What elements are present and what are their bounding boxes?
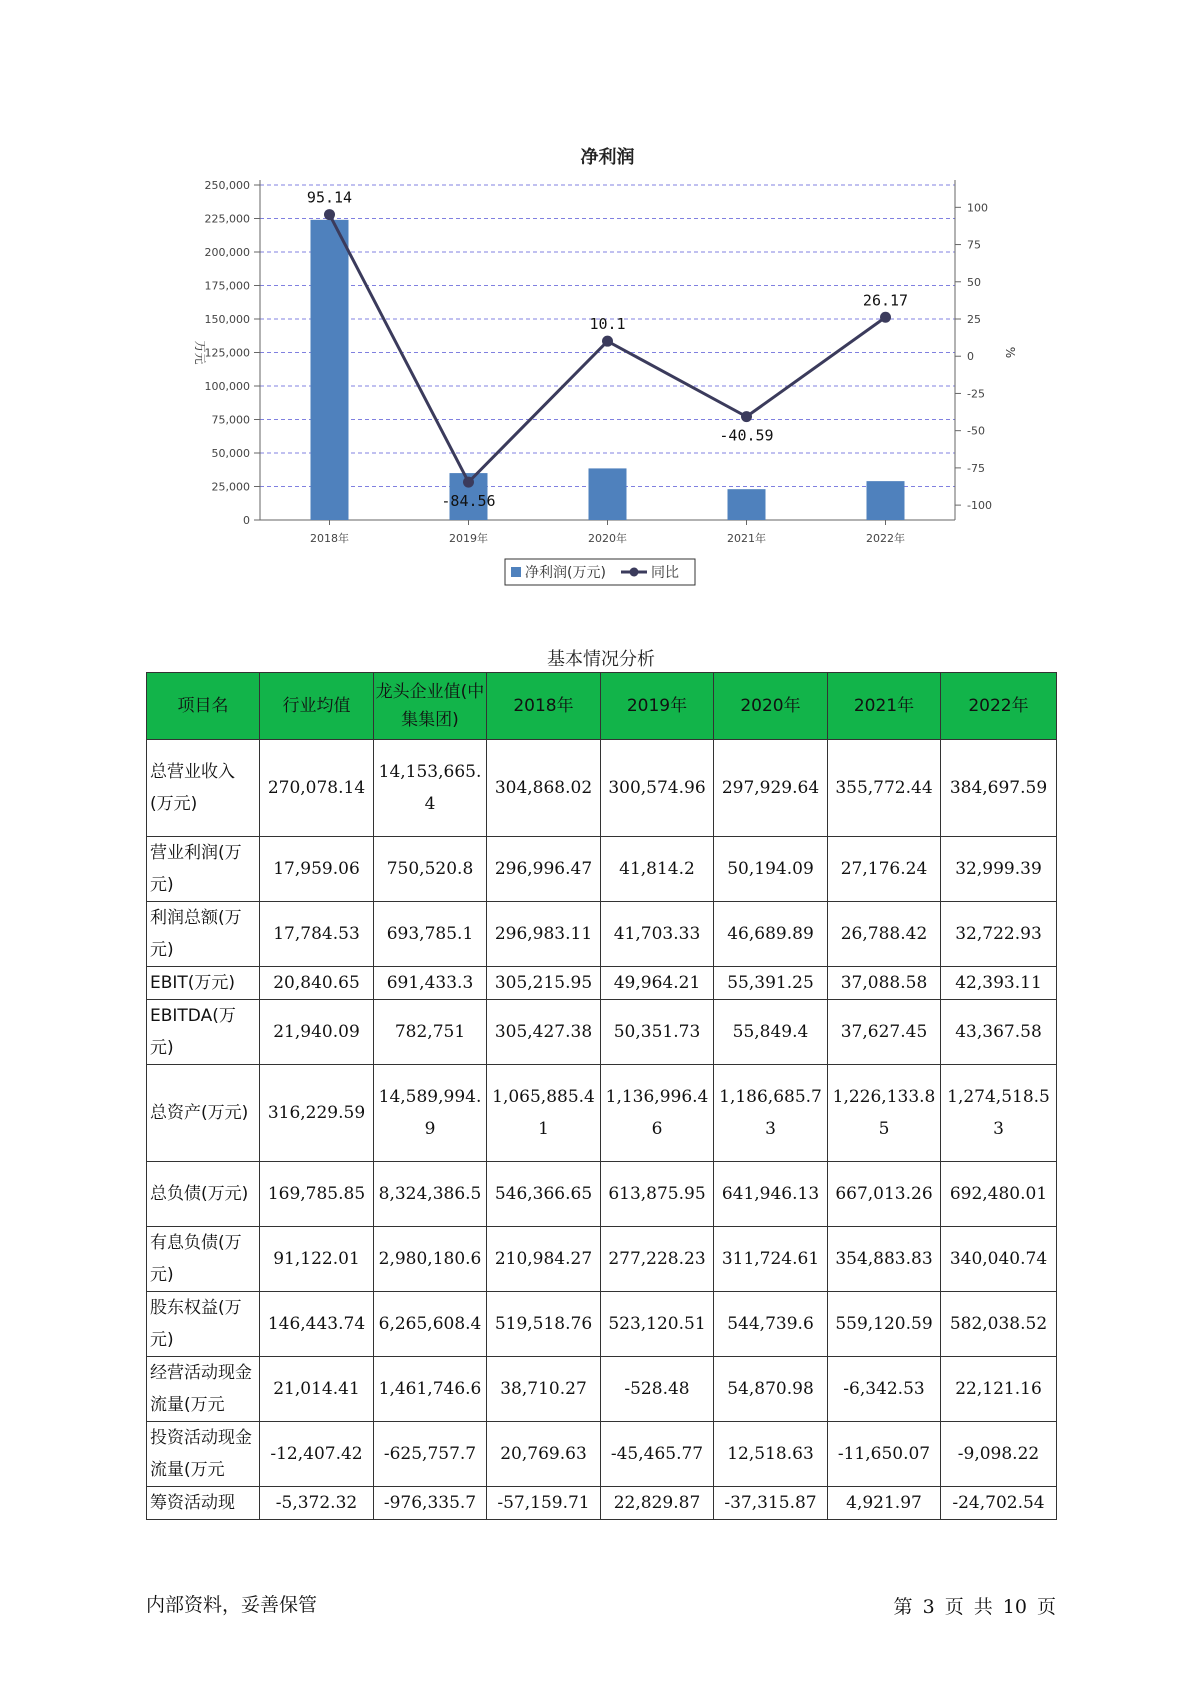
table-cell: 544,739.6: [714, 1292, 828, 1357]
yoy-point: [463, 477, 474, 488]
table-cell: 546,366.65: [487, 1162, 601, 1227]
table-cell: 384,697.59: [941, 740, 1057, 837]
table-cell: 41,814.2: [601, 837, 714, 902]
footer-confidential: 内部资料，妥善保管: [146, 1594, 318, 1616]
table-cell: 21,014.41: [260, 1357, 374, 1422]
table-cell: 559,120.59: [828, 1292, 941, 1357]
table-row: [147, 1162, 1057, 1227]
table-cell: 46,689.89: [714, 902, 828, 967]
bar: [728, 489, 766, 520]
table-cell: -57,159.71: [487, 1487, 601, 1520]
footer-page-info: 第 3 页 共 10 页: [893, 1596, 1056, 1618]
table-cell: 354,883.83: [828, 1227, 941, 1292]
table-cell: 782,751: [374, 1000, 487, 1065]
y-tick-label: 200,000: [204, 246, 250, 259]
header-item-name: 项目名: [147, 673, 260, 740]
table-cell: 523,120.51: [601, 1292, 714, 1357]
table-cell: 55,849.4: [714, 1000, 828, 1065]
table-cell: -976,335.7: [374, 1487, 487, 1520]
table-row: [147, 837, 1057, 902]
table-cell: 1,065,885.41: [487, 1065, 601, 1162]
table-cell: 296,996.47: [487, 837, 601, 902]
y2-tick-label: 50: [967, 275, 981, 289]
bar: [311, 220, 349, 520]
table-cell: 4,921.97: [828, 1487, 941, 1520]
y-tick-label: 100,000: [204, 380, 250, 393]
yoy-line: [330, 215, 886, 483]
table-cell: -12,407.42: [260, 1422, 374, 1487]
table-cell: 27,176.24: [828, 837, 941, 902]
table-cell: 340,040.74: [941, 1227, 1057, 1292]
x-tick-label: 2021年: [727, 532, 766, 545]
table-cell: 641,946.13: [714, 1162, 828, 1227]
table-cell: 691,433.3: [374, 967, 487, 1000]
table-cell: 20,840.65: [260, 967, 374, 1000]
yoy-point: [324, 209, 335, 220]
table-cell: 22,829.87: [601, 1487, 714, 1520]
table-cell: 270,078.14: [260, 740, 374, 837]
table-row: [147, 1357, 1057, 1422]
table-cell: 26,788.42: [828, 902, 941, 967]
net-profit-chart: [0, 0, 1191, 600]
table-cell: 41,703.33: [601, 902, 714, 967]
table-cell: 667,013.26: [828, 1162, 941, 1227]
row-label: 有息负债(万元): [147, 1227, 260, 1292]
table-cell: 54,870.98: [714, 1357, 828, 1422]
table-cell: 14,153,665.4: [374, 740, 487, 837]
y-axis-label: 万元: [193, 340, 207, 365]
table-cell: 91,122.01: [260, 1227, 374, 1292]
table-cell: 42,393.11: [941, 967, 1057, 1000]
yoy-point: [602, 336, 613, 347]
table-cell: 210,984.27: [487, 1227, 601, 1292]
header-industry-avg: 行业均值: [260, 673, 374, 740]
table-cell: -11,650.07: [828, 1422, 941, 1487]
y2-tick-label: -75: [967, 461, 985, 475]
y2-tick-label: -25: [967, 387, 985, 401]
table-cell: 355,772.44: [828, 740, 941, 837]
table-cell: 692,480.01: [941, 1162, 1057, 1227]
legend-swatch-point: [630, 568, 639, 577]
header-year: 2021年: [828, 673, 941, 740]
table-cell: 50,351.73: [601, 1000, 714, 1065]
table-cell: 311,724.61: [714, 1227, 828, 1292]
row-label: 营业利润(万元): [147, 837, 260, 902]
y-tick-label: 150,000: [204, 313, 250, 326]
table-cell: 300,574.96: [601, 740, 714, 837]
table-cell: -6,342.53: [828, 1357, 941, 1422]
table-cell: 6,265,608.4: [374, 1292, 487, 1357]
table-cell: 1,274,518.53: [941, 1065, 1057, 1162]
table-cell: 8,324,386.5: [374, 1162, 487, 1227]
table-cell: 305,427.38: [487, 1000, 601, 1065]
y2-tick-label: 100: [967, 201, 988, 215]
table-row: [147, 1487, 1057, 1520]
table-row: [147, 967, 1057, 1000]
table-cell: -625,757.7: [374, 1422, 487, 1487]
yoy-data-label: 26.17: [862, 291, 909, 310]
y2-tick-label: 25: [967, 313, 981, 326]
table-cell: 21,940.09: [260, 1000, 374, 1065]
table-cell: -37,315.87: [714, 1487, 828, 1520]
table-cell: 32,999.39: [941, 837, 1057, 902]
row-label: 总资产(万元): [147, 1065, 260, 1162]
table-row: [147, 1065, 1057, 1162]
table-cell: 693,785.1: [374, 902, 487, 967]
y2-tick-label: -50: [967, 424, 985, 438]
table-cell: 43,367.58: [941, 1000, 1057, 1065]
table-cell: -9,098.22: [941, 1422, 1057, 1487]
table-cell: 20,769.63: [487, 1422, 601, 1487]
header-year: 2022年: [941, 673, 1057, 740]
row-label: 总负债(万元): [147, 1162, 260, 1227]
header-year: 2019年: [601, 673, 714, 740]
table-cell: 50,194.09: [714, 837, 828, 902]
table-cell: 1,226,133.85: [828, 1065, 941, 1162]
x-tick-label: 2022年: [866, 532, 905, 545]
table-cell: 37,627.45: [828, 1000, 941, 1065]
table-header-row: [147, 673, 1057, 740]
legend-label-yoy: 同比: [651, 565, 679, 581]
yoy-data-label: -84.56: [441, 492, 496, 511]
table-row: [147, 1292, 1057, 1357]
row-label: 筹资活动现: [147, 1487, 260, 1520]
table-row: [147, 1227, 1057, 1292]
table-cell: 169,785.85: [260, 1162, 374, 1227]
x-tick-label: 2018年: [310, 532, 349, 545]
row-label: 经营活动现金流量(万元: [147, 1357, 260, 1422]
row-label: 总营业收入(万元): [147, 740, 260, 837]
basic-analysis-table: [146, 672, 1057, 1520]
table-cell: 613,875.95: [601, 1162, 714, 1227]
x-tick-label: 2020年: [588, 532, 627, 545]
header-year: 2020年: [714, 673, 828, 740]
x-tick-label: 2019年: [449, 532, 488, 545]
bar: [867, 481, 905, 520]
table-cell: 750,520.8: [374, 837, 487, 902]
table-cell: 582,038.52: [941, 1292, 1057, 1357]
yoy-data-label: 10.1: [589, 315, 626, 334]
y-tick-label: 125,000: [204, 346, 250, 360]
yoy-point: [741, 411, 752, 422]
table-cell: 305,215.95: [487, 967, 601, 1000]
table-cell: 1,461,746.6: [374, 1357, 487, 1422]
y-tick-label: 225,000: [204, 212, 250, 226]
table-cell: 22,121.16: [941, 1357, 1057, 1422]
header-year: 2018年: [487, 673, 601, 740]
table-cell: 12,518.63: [714, 1422, 828, 1487]
table-row: [147, 902, 1057, 967]
table-cell: 277,228.23: [601, 1227, 714, 1292]
table-cell: 17,959.06: [260, 837, 374, 902]
yoy-point: [880, 312, 891, 323]
legend-label-net-profit: 净利润(万元): [525, 565, 606, 581]
table-cell: 49,964.21: [601, 967, 714, 1000]
chart-svg: [0, 0, 1191, 600]
table-cell: 297,929.64: [714, 740, 828, 837]
table-cell: 146,443.74: [260, 1292, 374, 1357]
table-cell: -45,465.77: [601, 1422, 714, 1487]
table-cell: 14,589,994.9: [374, 1065, 487, 1162]
table-caption: 基本情况分析: [547, 649, 655, 670]
y2-tick-label: -100: [967, 499, 992, 513]
y2-tick-label: 75: [967, 238, 981, 252]
table-cell: 1,186,685.73: [714, 1065, 828, 1162]
bar: [589, 468, 627, 520]
table-cell: -528.48: [601, 1357, 714, 1422]
table-cell: 1,136,996.46: [601, 1065, 714, 1162]
table-cell: 296,983.11: [487, 902, 601, 967]
y-tick-label: 250,000: [204, 179, 250, 192]
table-cell: 38,710.27: [487, 1357, 601, 1422]
legend-swatch-bar: [511, 567, 521, 577]
yoy-data-label: -40.59: [719, 426, 774, 445]
table-cell: 2,980,180.6: [374, 1227, 487, 1292]
yoy-data-label: 95.14: [306, 188, 353, 207]
table-cell: 316,229.59: [260, 1065, 374, 1162]
table-cell: 519,518.76: [487, 1292, 601, 1357]
row-label: 股东权益(万元): [147, 1292, 260, 1357]
row-label: 利润总额(万元): [147, 902, 260, 967]
y-tick-label: 0: [243, 514, 250, 527]
table-row: [147, 1422, 1057, 1487]
y-tick-label: 175,000: [204, 279, 250, 293]
y-tick-label: 50,000: [211, 447, 250, 460]
row-label: EBIT(万元): [147, 967, 260, 1000]
row-label: EBITDA(万元): [147, 1000, 260, 1065]
y-tick-label: 25,000: [211, 480, 250, 494]
table-cell: 55,391.25: [714, 967, 828, 1000]
table-cell: -5,372.32: [260, 1487, 374, 1520]
chart-title: 净利润: [580, 147, 635, 168]
table-cell: 32,722.93: [941, 902, 1057, 967]
table-cell: -24,702.54: [941, 1487, 1057, 1520]
table-cell: 37,088.58: [828, 967, 941, 1000]
y2-axis-label: %: [1003, 346, 1017, 359]
table-row: [147, 740, 1057, 837]
header-leader-value: 龙头企业值(中集集团): [374, 673, 487, 740]
table-cell: 304,868.02: [487, 740, 601, 837]
y2-tick-label: 0: [967, 350, 974, 364]
table-row: [147, 1000, 1057, 1065]
y-tick-label: 75,000: [211, 413, 250, 427]
row-label: 投资活动现金流量(万元: [147, 1422, 260, 1487]
table-cell: 17,784.53: [260, 902, 374, 967]
